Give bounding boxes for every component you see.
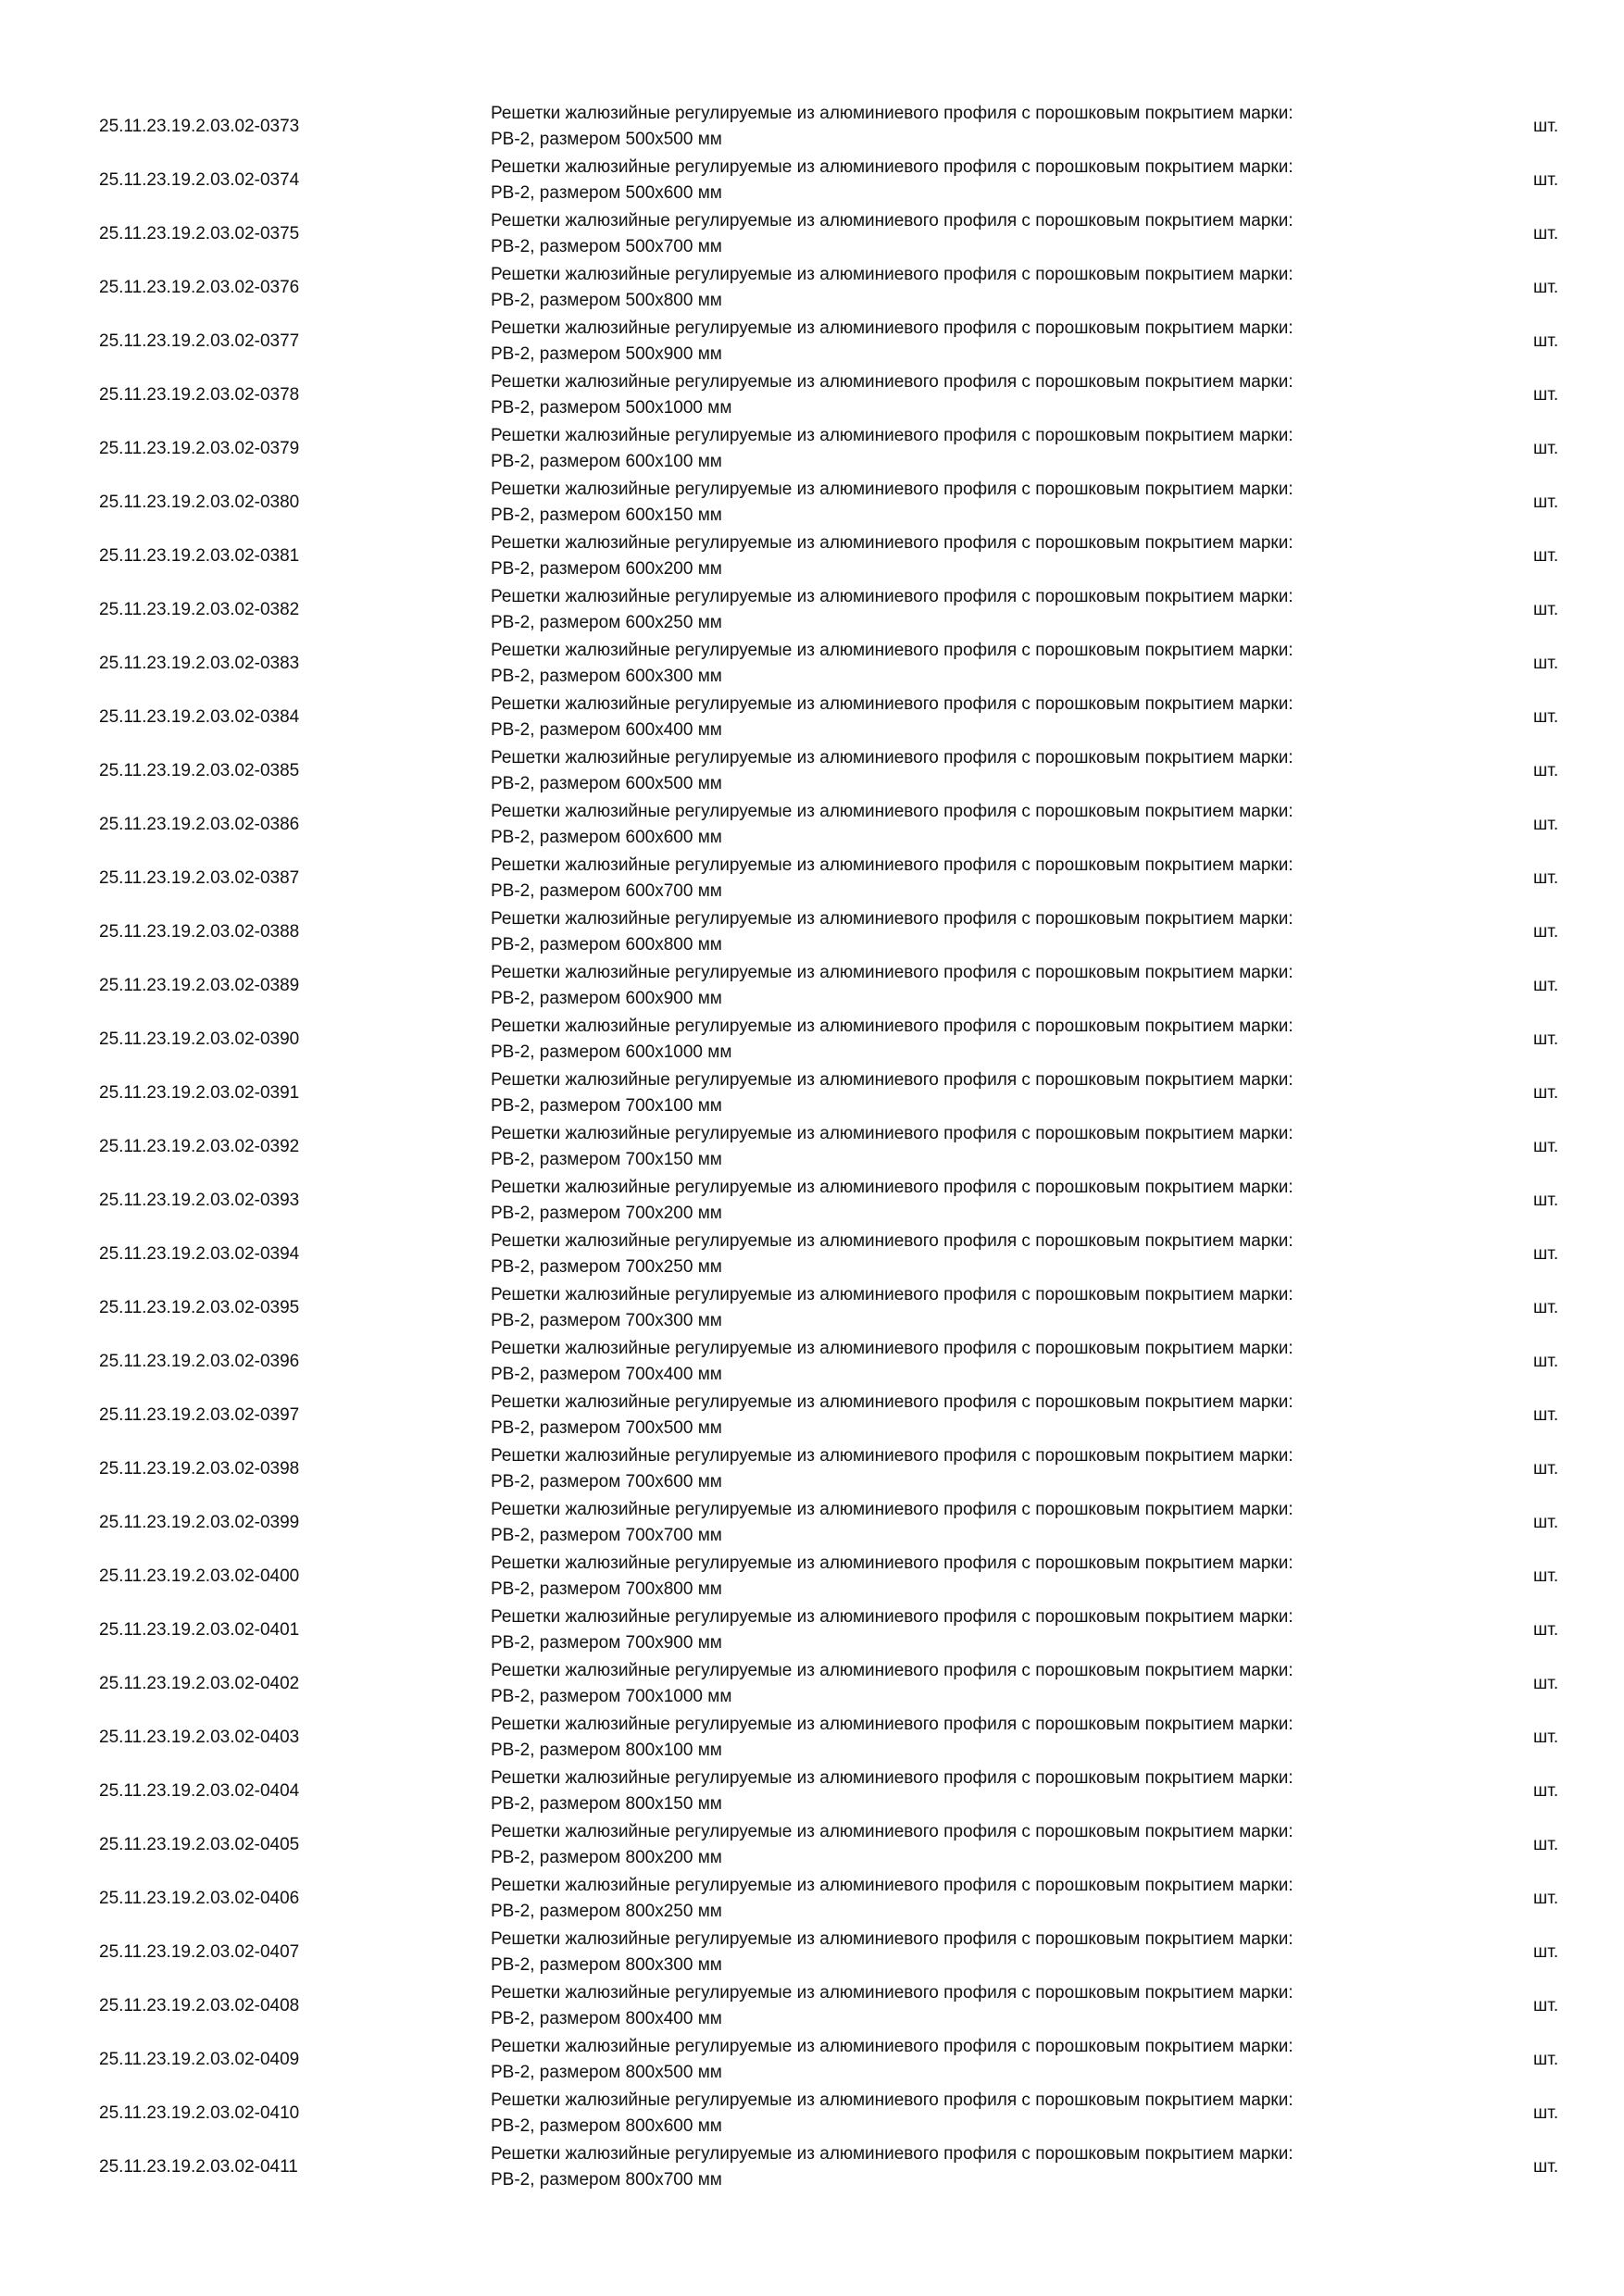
description-line-2: РВ-2, размером 600х900 мм [491, 989, 722, 1008]
table-row [0, 2140, 1624, 2194]
resource-description [491, 1229, 1472, 1280]
table-row [0, 1979, 1624, 2033]
description-line-2: РВ-2, размером 700х300 мм [491, 1311, 722, 1330]
table-row [0, 1174, 1624, 1228]
table-row [0, 1496, 1624, 1550]
description-line-2: РВ-2, размером 600х300 мм [491, 667, 722, 686]
resource-description [491, 208, 1472, 260]
table-row [0, 1067, 1624, 1120]
resource-description [491, 1282, 1472, 1334]
description-line-1: Решетки жалюзийные регулируемые из алюминиевого профиля с порошковым покрытием марки: [491, 1124, 1293, 1143]
resource-description [491, 101, 1472, 153]
table-row [0, 1872, 1624, 1926]
description-line-1: Решетки жалюзийные регулируемые из алюминиевого профиля с порошковым покрытием марки: [491, 1822, 1293, 1841]
description-line-2: РВ-2, размером 700х500 мм [491, 1418, 722, 1438]
table-row [0, 1442, 1624, 1496]
resource-code: 25.11.23.19.2.03.02-0392 [99, 1137, 300, 1156]
resource-description [491, 906, 1472, 958]
unit-of-measure: шт. [1533, 117, 1559, 136]
table-row [0, 1657, 1624, 1711]
table-row [0, 261, 1624, 315]
resource-description [491, 799, 1472, 851]
resource-description [491, 692, 1472, 743]
description-line-2: РВ-2, размером 800х250 мм [491, 1902, 722, 1921]
table-row [0, 691, 1624, 744]
description-line-2: РВ-2, размером 800х500 мм [491, 2063, 722, 2082]
unit-of-measure: шт. [1533, 761, 1559, 780]
price-table [0, 100, 1624, 2194]
description-line-2: РВ-2, размером 800х700 мм [491, 2170, 722, 2190]
unit-of-measure: шт. [1533, 1674, 1559, 1693]
description-line-2: РВ-2, размером 700х250 мм [491, 1257, 722, 1277]
description-line-1: Решетки жалюзийные регулируемые из алюминиевого профиля с порошковым покрытием марки: [491, 318, 1293, 338]
description-line-1: Решетки жалюзийные регулируемые из алюминиевого профиля с порошковым покрытием марки: [491, 1070, 1293, 1090]
unit-of-measure: шт. [1533, 976, 1559, 995]
description-line-2: РВ-2, размером 700х700 мм [491, 1526, 722, 1545]
description-line-1: Решетки жалюзийные регулируемые из алюминиевого профиля с порошковым покрытием марки: [491, 1554, 1293, 1573]
description-line-2: РВ-2, размером 500х700 мм [491, 237, 722, 256]
resource-code: 25.11.23.19.2.03.02-0399 [99, 1513, 300, 1532]
resource-code: 25.11.23.19.2.03.02-0384 [99, 707, 300, 727]
resource-code: 25.11.23.19.2.03.02-0389 [99, 976, 300, 995]
unit-of-measure: шт. [1533, 1352, 1559, 1371]
unit-of-measure: шт. [1533, 1889, 1559, 1908]
description-line-1: Решетки жалюзийные регулируемые из алюминиевого профиля с порошковым покрытием марки: [491, 1017, 1293, 1036]
description-line-2: РВ-2, размером 600х150 мм [491, 505, 722, 525]
description-line-1: Решетки жалюзийные регулируемые из алюминиевого профиля с порошковым покрытием марки: [491, 694, 1293, 714]
description-line-2: РВ-2, размером 800х200 мм [491, 1848, 722, 1867]
table-row [0, 1818, 1624, 1872]
resource-code: 25.11.23.19.2.03.02-0379 [99, 439, 300, 458]
resource-code: 25.11.23.19.2.03.02-0409 [99, 2050, 300, 2069]
description-line-1: Решетки жалюзийные регулируемые из алюминиевого профиля с порошковым покрытием марки: [491, 2037, 1293, 2056]
description-line-2: РВ-2, размером 700х600 мм [491, 1472, 722, 1491]
description-line-1: Решетки жалюзийные регулируемые из алюминиевого профиля с порошковым покрытием марки: [491, 855, 1293, 875]
description-line-2: РВ-2, размером 700х400 мм [491, 1365, 722, 1384]
resource-code: 25.11.23.19.2.03.02-0403 [99, 1728, 300, 1747]
table-row [0, 1335, 1624, 1389]
description-line-2: РВ-2, размером 600х500 мм [491, 774, 722, 793]
unit-of-measure: шт. [1533, 1029, 1559, 1049]
resource-code: 25.11.23.19.2.03.02-0406 [99, 1889, 300, 1908]
description-line-1: Решетки жалюзийные регулируемые из алюминиевого профиля с порошковым покрытием марки: [491, 1285, 1293, 1304]
unit-of-measure: шт. [1533, 2103, 1559, 2123]
resource-code: 25.11.23.19.2.03.02-0408 [99, 1996, 300, 2015]
resource-code: 25.11.23.19.2.03.02-0400 [99, 1566, 300, 1586]
table-row [0, 637, 1624, 691]
unit-of-measure: шт. [1533, 1781, 1559, 1801]
description-line-1: Решетки жалюзийные регулируемые из алюминиевого профиля с порошковым покрытием марки: [491, 1446, 1293, 1466]
table-row [0, 207, 1624, 261]
resource-code: 25.11.23.19.2.03.02-0388 [99, 922, 300, 942]
description-line-2: РВ-2, размером 500х1000 мм [491, 398, 732, 418]
table-row [0, 1120, 1624, 1174]
resource-description [491, 1336, 1472, 1388]
resource-description [491, 1766, 1472, 1817]
resource-description [491, 369, 1472, 421]
description-line-1: Решетки жалюзийные регулируемые из алюминиевого профиля с порошковым покрытием марки: [491, 480, 1293, 499]
unit-of-measure: шт. [1533, 493, 1559, 512]
resource-code: 25.11.23.19.2.03.02-0394 [99, 1244, 300, 1264]
resource-description [491, 1980, 1472, 2032]
unit-of-measure: шт. [1533, 1459, 1559, 1479]
unit-of-measure: шт. [1533, 546, 1559, 566]
resource-code: 25.11.23.19.2.03.02-0396 [99, 1352, 300, 1371]
resource-description [491, 1067, 1472, 1119]
unit-of-measure: шт. [1533, 1083, 1559, 1103]
description-line-1: Решетки жалюзийные регулируемые из алюминиевого профиля с порошковым покрытием марки: [491, 1392, 1293, 1412]
resource-description [491, 1819, 1472, 1871]
unit-of-measure: шт. [1533, 1298, 1559, 1317]
description-line-1: Решетки жалюзийные регулируемые из алюминиевого профиля с порошковым покрытием марки: [491, 104, 1293, 123]
table-row [0, 422, 1624, 476]
unit-of-measure: шт. [1533, 170, 1559, 190]
resource-code: 25.11.23.19.2.03.02-0395 [99, 1298, 300, 1317]
description-line-2: РВ-2, размером 800х150 мм [491, 1794, 722, 1814]
resource-description [491, 530, 1472, 582]
description-line-2: РВ-2, размером 700х900 мм [491, 1633, 722, 1653]
unit-of-measure: шт. [1533, 385, 1559, 405]
description-line-1: Решетки жалюзийные регулируемые из алюминиевого профиля с порошковым покрытием марки: [491, 1768, 1293, 1788]
table-row [0, 2033, 1624, 2087]
resource-description [491, 1551, 1472, 1603]
resource-description [491, 960, 1472, 1012]
unit-of-measure: шт. [1533, 1405, 1559, 1425]
resource-code: 25.11.23.19.2.03.02-0377 [99, 331, 300, 351]
resource-description [491, 1175, 1472, 1227]
description-line-2: РВ-2, размером 700х800 мм [491, 1579, 722, 1599]
resource-description [491, 1712, 1472, 1764]
unit-of-measure: шт. [1533, 2050, 1559, 2069]
unit-of-measure: шт. [1533, 1620, 1559, 1640]
description-line-1: Решетки жалюзийные регулируемые из алюминиевого профиля с порошковым покрытием марки: [491, 748, 1293, 767]
resource-description [491, 745, 1472, 797]
table-row [0, 959, 1624, 1013]
description-line-1: Решетки жалюзийные регулируемые из алюминиевого профиля с порошковым покрытием марки: [491, 372, 1293, 392]
resource-description [491, 584, 1472, 636]
description-line-1: Решетки жалюзийные регулируемые из алюминиевого профиля с порошковым покрытием марки: [491, 1339, 1293, 1358]
table-row [0, 530, 1624, 583]
table-row [0, 1711, 1624, 1765]
resource-description [491, 316, 1472, 368]
description-line-1: Решетки жалюзийные регулируемые из алюминиевого профиля с порошковым покрытием марки: [491, 1178, 1293, 1197]
description-line-1: Решетки жалюзийные регулируемые из алюминиевого профиля с порошковым покрытием марки: [491, 1500, 1293, 1519]
table-row [0, 1389, 1624, 1442]
unit-of-measure: шт. [1533, 278, 1559, 297]
description-line-2: РВ-2, размером 500х500 мм [491, 130, 722, 149]
description-line-2: РВ-2, размером 700х200 мм [491, 1204, 722, 1223]
table-row [0, 905, 1624, 959]
unit-of-measure: шт. [1533, 922, 1559, 942]
unit-of-measure: шт. [1533, 2157, 1559, 2177]
resource-description [491, 1014, 1472, 1066]
table-row [0, 368, 1624, 422]
resource-code: 25.11.23.19.2.03.02-0397 [99, 1405, 300, 1425]
description-line-1: Решетки жалюзийные регулируемые из алюминиевого профиля с порошковым покрытием марки: [491, 157, 1293, 177]
description-line-2: РВ-2, размером 600х100 мм [491, 452, 722, 471]
resource-description [491, 1927, 1472, 1978]
table-row [0, 1765, 1624, 1818]
description-line-2: РВ-2, размером 500х900 мм [491, 344, 722, 364]
resource-code: 25.11.23.19.2.03.02-0387 [99, 868, 300, 888]
unit-of-measure: шт. [1533, 1137, 1559, 1156]
unit-of-measure: шт. [1533, 868, 1559, 888]
resource-description [491, 423, 1472, 475]
resource-description [491, 262, 1472, 314]
resource-code: 25.11.23.19.2.03.02-0381 [99, 546, 300, 566]
description-line-2: РВ-2, размером 800х100 мм [491, 1741, 722, 1760]
table-row [0, 315, 1624, 368]
description-line-2: РВ-2, размером 800х300 мм [491, 1955, 722, 1975]
resource-code: 25.11.23.19.2.03.02-0411 [99, 2157, 298, 2177]
resource-description [491, 1873, 1472, 1925]
description-line-2: РВ-2, размером 600х250 мм [491, 613, 722, 632]
table-row [0, 798, 1624, 852]
description-line-2: РВ-2, размером 500х800 мм [491, 291, 722, 310]
description-line-1: Решетки жалюзийные регулируемые из алюминиевого профиля с порошковым покрытием марки: [491, 426, 1293, 445]
resource-description [491, 1390, 1472, 1441]
description-line-2: РВ-2, размером 800х400 мм [491, 2009, 722, 2028]
unit-of-measure: шт. [1533, 654, 1559, 673]
resource-description [491, 853, 1472, 905]
description-line-1: Решетки жалюзийные регулируемые из алюминиевого профиля с порошковым покрытием марки: [491, 1715, 1293, 1734]
resource-code: 25.11.23.19.2.03.02-0380 [99, 493, 300, 512]
description-line-2: РВ-2, размером 600х400 мм [491, 720, 722, 740]
table-row [0, 1926, 1624, 1979]
resource-code: 25.11.23.19.2.03.02-0402 [99, 1674, 300, 1693]
description-line-2: РВ-2, размером 700х150 мм [491, 1150, 722, 1169]
description-line-1: Решетки жалюзийные регулируемые из алюминиевого профиля с порошковым покрытием марки: [491, 2090, 1293, 2110]
unit-of-measure: шт. [1533, 1191, 1559, 1210]
resource-code: 25.11.23.19.2.03.02-0404 [99, 1781, 300, 1801]
resource-code: 25.11.23.19.2.03.02-0401 [99, 1620, 300, 1640]
unit-of-measure: шт. [1533, 224, 1559, 243]
resource-code: 25.11.23.19.2.03.02-0383 [99, 654, 300, 673]
unit-of-measure: шт. [1533, 707, 1559, 727]
description-line-2: РВ-2, размером 600х200 мм [491, 559, 722, 579]
resource-description [491, 1604, 1472, 1656]
description-line-2: РВ-2, размером 600х1000 мм [491, 1042, 732, 1062]
resource-description [491, 2088, 1472, 2140]
resource-code: 25.11.23.19.2.03.02-0376 [99, 278, 300, 297]
table-row [0, 2087, 1624, 2140]
description-line-1: Решетки жалюзийные регулируемые из алюминиевого профиля с порошковым покрытием марки: [491, 1929, 1293, 1949]
description-line-1: Решетки жалюзийные регулируемые из алюминиевого профиля с порошковым покрытием марки: [491, 1661, 1293, 1680]
table-row [0, 852, 1624, 905]
unit-of-measure: шт. [1533, 1244, 1559, 1264]
description-line-2: РВ-2, размером 500х600 мм [491, 183, 722, 203]
description-line-1: Решетки жалюзийные регулируемые из алюминиевого профиля с порошковым покрытием марки: [491, 909, 1293, 929]
unit-of-measure: шт. [1533, 1513, 1559, 1532]
description-line-2: РВ-2, размером 600х700 мм [491, 881, 722, 901]
resource-code: 25.11.23.19.2.03.02-0385 [99, 761, 300, 780]
table-row [0, 154, 1624, 207]
resource-code: 25.11.23.19.2.03.02-0393 [99, 1191, 300, 1210]
resource-description [491, 155, 1472, 206]
unit-of-measure: шт. [1533, 1566, 1559, 1586]
resource-code: 25.11.23.19.2.03.02-0373 [99, 117, 300, 136]
table-row [0, 476, 1624, 530]
resource-description [491, 1658, 1472, 1710]
description-line-1: Решетки жалюзийные регулируемые из алюминиевого профиля с порошковым покрытием марки: [491, 1607, 1293, 1627]
description-line-1: Решетки жалюзийные регулируемые из алюминиевого профиля с порошковым покрытием марки: [491, 1876, 1293, 1895]
resource-code: 25.11.23.19.2.03.02-0374 [99, 170, 300, 190]
unit-of-measure: шт. [1533, 1996, 1559, 2015]
table-row [0, 1281, 1624, 1335]
resource-description [491, 2141, 1472, 2193]
resource-code: 25.11.23.19.2.03.02-0378 [99, 385, 300, 405]
description-line-1: Решетки жалюзийные регулируемые из алюминиевого профиля с порошковым покрытием марки: [491, 587, 1293, 606]
resource-code: 25.11.23.19.2.03.02-0382 [99, 600, 300, 619]
description-line-1: Решетки жалюзийные регулируемые из алюминиевого профиля с порошковым покрытием марки: [491, 641, 1293, 660]
description-line-2: РВ-2, размером 700х1000 мм [491, 1687, 732, 1706]
resource-code: 25.11.23.19.2.03.02-0398 [99, 1459, 300, 1479]
table-row [0, 1603, 1624, 1657]
description-line-2: РВ-2, размером 800х600 мм [491, 2116, 722, 2136]
resource-description [491, 1497, 1472, 1549]
description-line-1: Решетки жалюзийные регулируемые из алюминиевого профиля с порошковым покрытием марки: [491, 533, 1293, 553]
description-line-2: РВ-2, размером 600х600 мм [491, 828, 722, 847]
unit-of-measure: шт. [1533, 1942, 1559, 1962]
resource-code: 25.11.23.19.2.03.02-0375 [99, 224, 300, 243]
table-row [0, 583, 1624, 637]
table-row [0, 1013, 1624, 1067]
resource-code: 25.11.23.19.2.03.02-0410 [99, 2103, 300, 2123]
resource-description [491, 1121, 1472, 1173]
description-line-2: РВ-2, размером 600х800 мм [491, 935, 722, 955]
unit-of-measure: шт. [1533, 1728, 1559, 1747]
unit-of-measure: шт. [1533, 600, 1559, 619]
description-line-1: Решетки жалюзийные регулируемые из алюминиевого профиля с порошковым покрытием марки: [491, 2144, 1293, 2164]
unit-of-measure: шт. [1533, 331, 1559, 351]
description-line-1: Решетки жалюзийные регулируемые из алюминиевого профиля с порошковым покрытием марки: [491, 1231, 1293, 1251]
table-row [0, 1550, 1624, 1603]
resource-description [491, 638, 1472, 690]
resource-description [491, 477, 1472, 529]
description-line-1: Решетки жалюзийные регулируемые из алюминиевого профиля с порошковым покрытием марки: [491, 265, 1293, 284]
resource-description [491, 1443, 1472, 1495]
description-line-1: Решетки жалюзийные регулируемые из алюминиевого профиля с порошковым покрытием марки: [491, 802, 1293, 821]
unit-of-measure: шт. [1533, 1835, 1559, 1854]
description-line-1: Решетки жалюзийные регулируемые из алюминиевого профиля с порошковым покрытием марки: [491, 963, 1293, 982]
resource-code: 25.11.23.19.2.03.02-0407 [99, 1942, 300, 1962]
table-row [0, 744, 1624, 798]
resource-code: 25.11.23.19.2.03.02-0390 [99, 1029, 300, 1049]
resource-description [491, 2034, 1472, 2086]
table-row [0, 1228, 1624, 1281]
table-row [0, 100, 1624, 154]
resource-code: 25.11.23.19.2.03.02-0391 [99, 1083, 300, 1103]
description-line-1: Решетки жалюзийные регулируемые из алюминиевого профиля с порошковым покрытием марки: [491, 1983, 1293, 2003]
unit-of-measure: шт. [1533, 439, 1559, 458]
description-line-2: РВ-2, размером 700х100 мм [491, 1096, 722, 1116]
resource-code: 25.11.23.19.2.03.02-0386 [99, 815, 300, 834]
description-line-1: Решетки жалюзийные регулируемые из алюминиевого профиля с порошковым покрытием марки: [491, 211, 1293, 231]
unit-of-measure: шт. [1533, 815, 1559, 834]
resource-code: 25.11.23.19.2.03.02-0405 [99, 1835, 300, 1854]
